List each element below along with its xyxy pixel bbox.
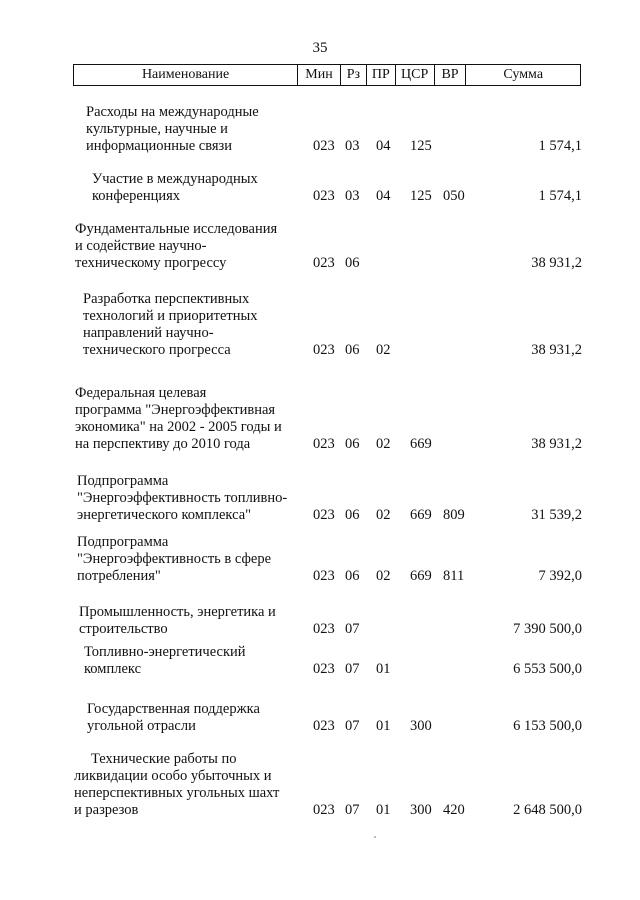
row-min: 023	[313, 718, 335, 734]
header-pr: ПР	[367, 65, 396, 85]
row-rz: 07	[345, 621, 360, 637]
row-pr: 04	[376, 188, 391, 204]
row-vr: 811	[443, 568, 465, 584]
row-rz: 06	[345, 342, 360, 358]
row-name: Государственная поддержка угольной отрасли	[87, 701, 260, 734]
row-vr: 050	[443, 188, 465, 204]
row-csr: 300	[410, 718, 432, 734]
row-min: 023	[313, 188, 335, 204]
row-sum: 2 648 500,0	[513, 802, 582, 818]
row-sum: 1 574,1	[538, 138, 582, 154]
row-pr: 04	[376, 138, 391, 154]
row-sum: 31 539,2	[531, 507, 582, 523]
row-sum: 6 153 500,0	[513, 718, 582, 734]
row-min: 023	[313, 568, 335, 584]
row-rz: 03	[345, 188, 360, 204]
row-sum: 1 574,1	[538, 188, 582, 204]
row-vr: 420	[443, 802, 465, 818]
row-rz: 06	[345, 507, 360, 523]
row-name: Подпрограмма "Энергоэффективность топливно- энергетического комплекса"	[77, 473, 288, 523]
row-csr: 669	[410, 507, 432, 523]
row-name: Расходы на международные культурные, научные и информационные связи	[86, 104, 259, 154]
table-header	[73, 64, 581, 86]
row-sum: 38 931,2	[531, 255, 582, 271]
scan-speck	[374, 836, 376, 838]
row-min: 023	[313, 507, 335, 523]
row-name: Технические работы по ликвидации особо убыточных и неперспективных угольных шахт и разрезов	[74, 751, 280, 818]
header-rz: Рз	[341, 65, 367, 85]
row-rz: 06	[345, 255, 360, 271]
row-sum: 6 553 500,0	[513, 661, 582, 677]
row-csr: 125	[410, 138, 432, 154]
header-csr: ЦСР	[396, 65, 435, 85]
row-min: 023	[313, 802, 335, 818]
row-pr: 02	[376, 342, 391, 358]
row-rz: 06	[345, 436, 360, 452]
row-min: 023	[313, 255, 335, 271]
row-sum: 38 931,2	[531, 342, 582, 358]
row-min: 023	[313, 661, 335, 677]
row-vr: 809	[443, 507, 465, 523]
row-sum: 7 392,0	[538, 568, 582, 584]
row-min: 023	[313, 138, 335, 154]
row-rz: 07	[345, 718, 360, 734]
row-name: Промышленность, энергетика и строительство	[79, 604, 276, 637]
row-csr: 300	[410, 802, 432, 818]
header-name: Наименование	[74, 65, 298, 85]
row-pr: 01	[376, 718, 391, 734]
row-name: Топливно-энергетический комплекс	[84, 644, 246, 677]
header-min: Мин	[298, 65, 341, 85]
row-name: Подпрограмма "Энергоэффективность в сфере потребления"	[77, 534, 272, 584]
row-pr: 01	[376, 802, 391, 818]
header-sum: Сумма	[503, 67, 544, 82]
page-number: 35	[312, 40, 328, 56]
row-sum: 38 931,2	[531, 436, 582, 452]
row-pr: 01	[376, 661, 391, 677]
row-min: 023	[313, 342, 335, 358]
row-name: Фундаментальные исследования и содействие научно- техническому прогрессу	[75, 221, 278, 271]
row-name: Участие в международных конференциях	[92, 171, 258, 204]
row-min: 023	[313, 621, 335, 637]
row-pr: 02	[376, 507, 391, 523]
row-rz: 07	[345, 661, 360, 677]
row-min: 023	[313, 436, 335, 452]
header-vr: ВР	[435, 65, 467, 85]
row-csr: 669	[410, 568, 432, 584]
row-pr: 02	[376, 568, 391, 584]
row-rz: 06	[345, 568, 360, 584]
row-csr: 669	[410, 436, 432, 452]
row-sum: 7 390 500,0	[513, 621, 582, 637]
row-csr: 125	[410, 188, 432, 204]
row-rz: 03	[345, 138, 360, 154]
row-rz: 07	[345, 802, 360, 818]
row-name: Разработка перспективных технологий и приоритетных направлений научно- технического прогресса	[83, 291, 258, 358]
row-name: Федеральная целевая программа "Энергоэффективная экономика" на 2002 - 2005 годы и на перспективу до 2010 года	[75, 385, 282, 452]
row-pr: 02	[376, 436, 391, 452]
